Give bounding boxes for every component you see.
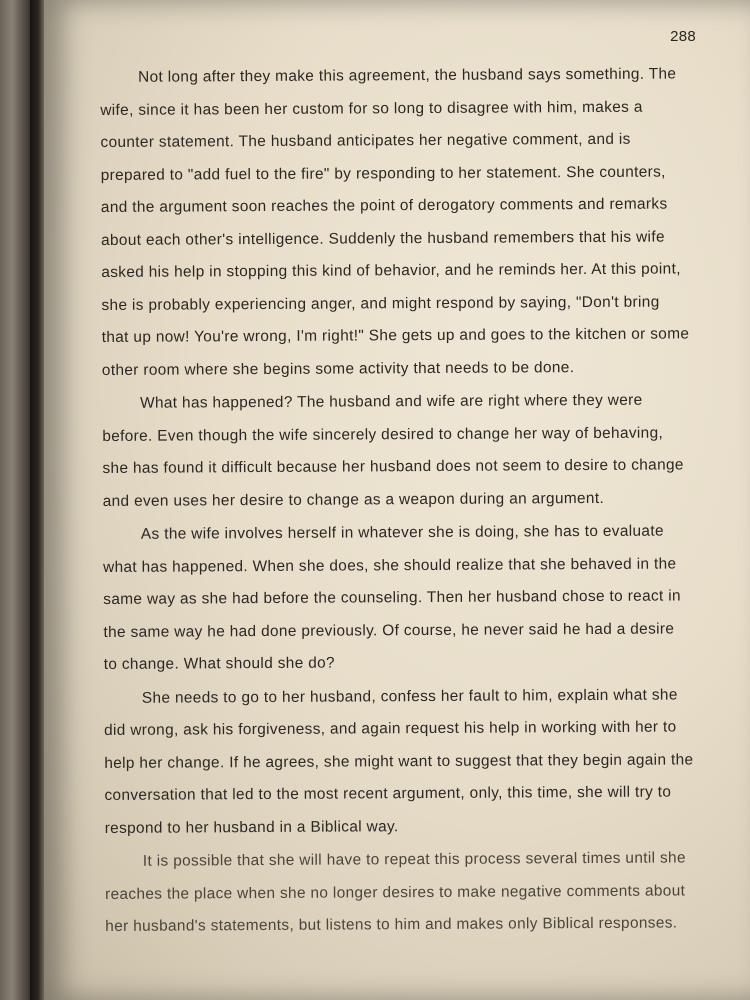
text-line: help her change. If he agrees, she might want to suggest that they begin again the: [104, 750, 694, 772]
text-line: wife, since it has been her custom for so long to disagree with him, makes a: [100, 98, 643, 119]
text-line: and even uses her desire to change as a weapon during an argument.: [102, 489, 605, 510]
text-line: the same way he had done previously. Of course, he never said he had a desire: [103, 620, 675, 641]
text-line: prepared to "add fuel to the fire" by responding to her statement. She counters,: [100, 163, 666, 184]
text-line: respond to her husband in a Biblical way.: [104, 817, 399, 837]
body-text: [100, 58, 725, 943]
text-line: As the wife involves herself in whatever she is doing, she has to evaluate: [140, 522, 664, 543]
text-line: It is possible that she will have to repeat this process several times until she: [142, 849, 686, 870]
text-line: asked his help in stopping this kind of behavior, and he reminds her. At this point,: [101, 260, 681, 281]
text-line: she is probably experiencing anger, and might respond by saying, "Don't bring: [101, 293, 660, 314]
text-line: her husband's statements, but listens to him and makes only Biblical responses.: [105, 914, 678, 935]
page-number: 288: [670, 28, 696, 45]
text-line: and the argument soon reaches the point of derogatory comments and remarks: [100, 195, 668, 216]
text-line: same way as she had before the counseling. Then her husband chose to react in: [103, 587, 681, 608]
text-line: She needs to go to her husband, confess her fault to him, explain what she: [141, 685, 678, 707]
text-line: What has happened? The husband and wife are right where they were: [140, 391, 643, 412]
text-line: before. Even though the wife sincerely desired to change her way of behaving,: [102, 424, 664, 445]
text-line: what has happened. When she does, she should realize that she behaved in the: [103, 554, 677, 576]
text-line: to change. What should she do?: [103, 654, 335, 673]
text-line: that up now! You're wrong, I'm right!" She gets up and goes to the kitchen or some: [101, 325, 690, 346]
text-line: reaches the place when she no longer desires to make negative comments about: [105, 881, 686, 903]
left-page-edge: [0, 0, 30, 1000]
text-line: other room where she begins some activity that needs to be done.: [101, 358, 575, 379]
text-line: conversation that led to the most recent argument, only, this time, she will try to: [104, 783, 672, 804]
text-line: about each other's intelligence. Suddenly the husband remembers that his wife: [101, 228, 665, 249]
book-page: [44, 0, 750, 1000]
text-line: counter statement. The husband anticipates her negative comment, and is: [100, 130, 631, 151]
text-line: Not long after they make this agreement, the husband says something. The: [138, 65, 677, 86]
book-gutter: [30, 0, 44, 1000]
text-line: she has found it difficult because her husband does not seem to desire to change: [102, 456, 684, 477]
text-line: did wrong, ask his forgiveness, and again request his help in working with her to: [104, 718, 677, 739]
